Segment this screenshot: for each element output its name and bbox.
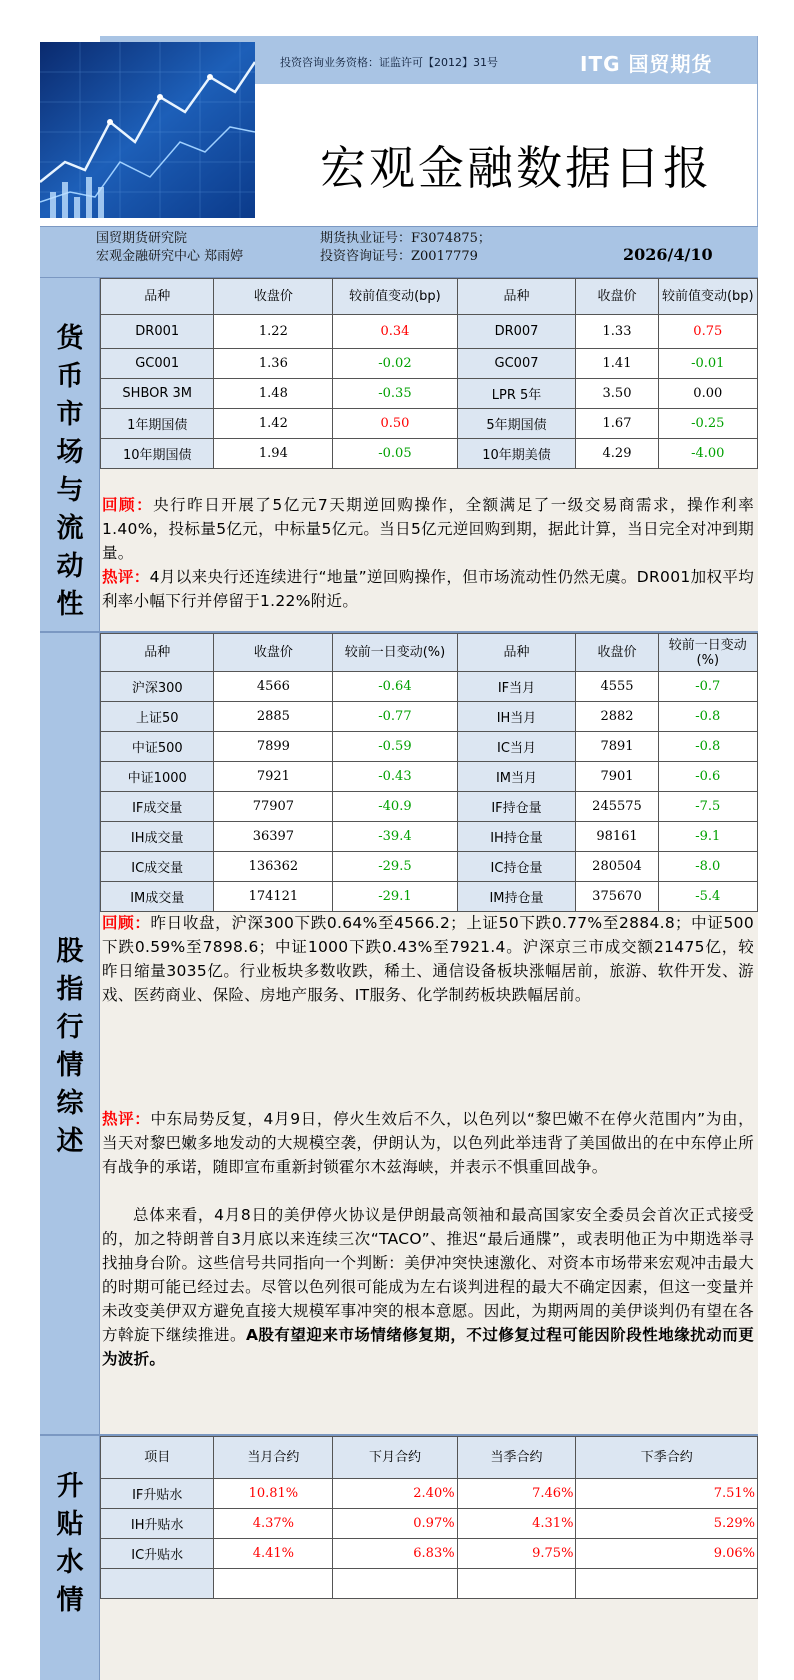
table-header-row (101, 1437, 758, 1479)
stock-index-section (40, 633, 758, 1436)
instrument-name: IH当月 (457, 702, 576, 732)
side-char: 贴 (56, 1509, 84, 1540)
table-row (101, 315, 758, 349)
change-value: -0.25 (658, 409, 757, 439)
basis-value: 4.37% (214, 1509, 333, 1539)
change-value: 0.34 (333, 315, 457, 349)
table-row (101, 1509, 758, 1539)
side-char: 股 (56, 936, 84, 967)
basis-table (100, 1436, 758, 1599)
basis-side-label (40, 1436, 100, 1680)
summary-conclusion: A股有望迎来市场情绪修复期，不过修复过程可能因阶段性地缘扰动而更为波折。 (102, 1326, 754, 1368)
table-row (101, 1479, 758, 1509)
basis-value: 10.81% (214, 1479, 333, 1509)
close-price: 7921 (214, 762, 333, 792)
close-price: 1.41 (576, 349, 658, 379)
column-header: 品种 (101, 634, 214, 672)
brand-logo: ITG 国贸期货 (580, 52, 713, 76)
instrument-name: 上证50 (101, 702, 214, 732)
change-value: -29.1 (333, 882, 457, 912)
close-price: 7899 (214, 732, 333, 762)
side-char: 币 (56, 361, 84, 392)
change-value: -0.64 (333, 672, 457, 702)
summary-text: 总体来看，4月8日的美伊停火协议是伊朗最高领袖和最高国家安全委员会首次正式接受的，加之特朗普自3月底以来连续三次“TACO”、推迟“最后通牒”，或表明他正为中期选举寻找抽身台阶。这些信号共同指向一个判断：美伊冲突快速激化、对资本市场带来宏观冲击最大的时期可能已经过去。尽管以色列很可能成为左右谈判进程的最大不确定因素，但这一变量并未改变美伊双方避免直接大规模军事冲突的根本意愿。因此，为期两周的美伊谈判仍有望在各方斡旋下继续推进。 (102, 1206, 754, 1344)
table-row (101, 732, 758, 762)
side-char: 水 (56, 1547, 84, 1578)
advisory-cert: 投资咨询证号：Z0017779 (320, 249, 478, 264)
basis-value: 7.46% (457, 1479, 576, 1509)
side-char: 货 (56, 323, 84, 354)
close-price: 1.48 (214, 379, 333, 409)
side-char: 综 (56, 1088, 84, 1119)
table-row (101, 1569, 758, 1599)
instrument-name: 10年期美债 (457, 439, 576, 469)
instrument-name: IH成交量 (101, 822, 214, 852)
close-price: 245575 (576, 792, 658, 822)
stock-index-review (102, 911, 754, 1007)
instrument-name: IH持仓量 (457, 822, 576, 852)
money-market-table (100, 278, 758, 469)
change-value: -29.5 (333, 852, 457, 882)
change-value: 0.75 (658, 315, 757, 349)
money-market-comment (102, 565, 754, 613)
basis-value (576, 1569, 758, 1599)
side-char: 情 (56, 1585, 84, 1616)
money-market-review (102, 493, 754, 565)
stock-index-side-label (40, 633, 100, 1434)
instrument-name: IC成交量 (101, 852, 214, 882)
column-header: 项目 (101, 1437, 214, 1479)
column-header: 收盘价 (576, 279, 658, 315)
column-header: 品种 (101, 279, 214, 315)
basis-value: 6.83% (333, 1539, 457, 1569)
close-price: 1.22 (214, 315, 333, 349)
close-price: 98161 (576, 822, 658, 852)
instrument-name: IF当月 (457, 672, 576, 702)
instrument-name: LPR 5年 (457, 379, 576, 409)
change-value: -0.02 (333, 349, 457, 379)
instrument-name: IF持仓量 (457, 792, 576, 822)
table-row (101, 1539, 758, 1569)
close-price: 7891 (576, 732, 658, 762)
close-price: 136362 (214, 852, 333, 882)
close-price: 174121 (214, 882, 333, 912)
side-char: 市 (56, 399, 84, 430)
org-name: 国贸期货研究院 (96, 231, 188, 246)
change-value: -9.1 (658, 822, 757, 852)
basis-value: 0.97% (333, 1509, 457, 1539)
side-char: 升 (56, 1471, 84, 1502)
instrument-name: DR007 (457, 315, 576, 349)
instrument-name: IM当月 (457, 762, 576, 792)
finance-chart-image (40, 42, 255, 218)
close-price: 3.50 (576, 379, 658, 409)
column-header: 较前一日变动(%) (658, 634, 757, 672)
instrument-name: SHBOR 3M (101, 379, 214, 409)
column-header: 较前值变动(bp) (658, 279, 757, 315)
close-price: 2882 (576, 702, 658, 732)
stock-index-table (100, 633, 758, 912)
item-name: IC升贴水 (101, 1539, 214, 1569)
column-header: 收盘价 (214, 634, 333, 672)
column-header: 下月合约 (333, 1437, 457, 1479)
column-header: 收盘价 (576, 634, 658, 672)
column-header: 收盘价 (214, 279, 333, 315)
table-row (101, 702, 758, 732)
column-header: 品种 (457, 279, 576, 315)
stock-index-summary (102, 1203, 754, 1371)
close-price: 7901 (576, 762, 658, 792)
column-header: 品种 (457, 634, 576, 672)
change-value: -5.4 (658, 882, 757, 912)
close-price: 1.42 (214, 409, 333, 439)
side-char: 流 (56, 513, 84, 544)
table-row (101, 852, 758, 882)
change-value: -7.5 (658, 792, 757, 822)
report-sheet (40, 36, 758, 1680)
instrument-name: 1年期国债 (101, 409, 214, 439)
basis-value: 4.31% (457, 1509, 576, 1539)
change-value: -0.6 (658, 762, 757, 792)
table-row (101, 349, 758, 379)
change-value: -0.7 (658, 672, 757, 702)
close-price: 1.67 (576, 409, 658, 439)
side-char: 场 (56, 437, 84, 468)
instrument-name: 5年期国债 (457, 409, 576, 439)
change-value: 0.50 (333, 409, 457, 439)
column-header: 较前值变动(bp) (333, 279, 457, 315)
close-price: 4555 (576, 672, 658, 702)
basis-section (40, 1436, 758, 1680)
basis-value (457, 1569, 576, 1599)
change-value: -0.35 (333, 379, 457, 409)
change-value: -40.9 (333, 792, 457, 822)
close-price: 1.36 (214, 349, 333, 379)
instrument-name: IM成交量 (101, 882, 214, 912)
author-info-bar (40, 226, 758, 278)
instrument-name: DR001 (101, 315, 214, 349)
author-name: 宏观金融研究中心 郑雨婷 (96, 249, 244, 264)
money-market-side-label (40, 278, 100, 631)
side-char: 行 (56, 1012, 84, 1043)
item-name: IH升贴水 (101, 1509, 214, 1539)
change-value: -0.77 (333, 702, 457, 732)
change-value: -0.01 (658, 349, 757, 379)
report-date: 2026/4/10 (623, 245, 713, 264)
side-char: 动 (56, 551, 84, 582)
review-label: 回顾： (102, 496, 154, 514)
close-price: 1.33 (576, 315, 658, 349)
table-row (101, 762, 758, 792)
instrument-name: GC001 (101, 349, 214, 379)
basis-value: 2.40% (333, 1479, 457, 1509)
table-row (101, 409, 758, 439)
change-value: -39.4 (333, 822, 457, 852)
change-value: -0.43 (333, 762, 457, 792)
instrument-name: 中证500 (101, 732, 214, 762)
close-price: 4.29 (576, 439, 658, 469)
review-label: 回顾： (102, 914, 151, 932)
comment-label: 热评： (102, 568, 150, 586)
side-char: 述 (56, 1126, 84, 1157)
money-market-section (40, 278, 758, 633)
comment-text: 4月以来央行还连续进行“地量”逆回购操作，但市场流动性仍然无虞。DR001加权平均利率小幅下行并停留于1.22%附近。 (102, 568, 755, 610)
side-char: 性 (56, 589, 84, 620)
instrument-name: GC007 (457, 349, 576, 379)
basis-value: 5.29% (576, 1509, 758, 1539)
change-value: -0.05 (333, 439, 457, 469)
basis-value: 4.41% (214, 1539, 333, 1569)
instrument-name: 沪深300 (101, 672, 214, 702)
instrument-name: IM持仓量 (457, 882, 576, 912)
column-header: 当月合约 (214, 1437, 333, 1479)
change-value: -8.0 (658, 852, 757, 882)
basis-value: 9.06% (576, 1539, 758, 1569)
table-row (101, 672, 758, 702)
column-header: 较前一日变动(%) (333, 634, 457, 672)
table-row (101, 792, 758, 822)
table-row (101, 439, 758, 469)
table-row (101, 822, 758, 852)
close-price: 1.94 (214, 439, 333, 469)
table-row (101, 882, 758, 912)
report-header (40, 36, 758, 226)
instrument-name: 中证1000 (101, 762, 214, 792)
basis-value (214, 1569, 333, 1599)
stock-index-comment (102, 1107, 754, 1179)
change-value: -4.00 (658, 439, 757, 469)
instrument-name: IC当月 (457, 732, 576, 762)
instrument-name: 10年期国债 (101, 439, 214, 469)
close-price: 280504 (576, 852, 658, 882)
review-text: 央行昨日开展了5亿元7天期逆回购操作，全额满足了一级交易商需求，操作利率1.40%，投标量5亿元，中标量5亿元。当日5亿元逆回购到期，据此计算，当日完全对冲到期量。 (102, 496, 754, 562)
item-name: IF升贴水 (101, 1479, 214, 1509)
column-header: 下季合约 (576, 1437, 758, 1479)
close-price: 4566 (214, 672, 333, 702)
basis-value: 9.75% (457, 1539, 576, 1569)
item-name (101, 1569, 214, 1599)
side-char: 指 (56, 974, 84, 1005)
license-text: 投资咨询业务资格：证监许可【2012】31号 (280, 56, 498, 69)
change-value: -0.8 (658, 732, 757, 762)
futures-cert: 期货执业证号：F3074875； (320, 231, 491, 246)
close-price: 77907 (214, 792, 333, 822)
instrument-name: IC持仓量 (457, 852, 576, 882)
table-header-row (101, 634, 758, 672)
basis-value: 7.51% (576, 1479, 758, 1509)
change-value: -0.59 (333, 732, 457, 762)
table-row (101, 379, 758, 409)
header-border (757, 36, 758, 226)
report-title: 宏观金融数据日报 (320, 141, 712, 195)
close-price: 375670 (576, 882, 658, 912)
comment-label: 热评： (102, 1110, 151, 1128)
review-text: 昨日收盘，沪深300下跌0.64%至4566.2；上证50下跌0.77%至2884.8；中证500下跌0.59%至7898.6；中证1000下跌0.43%至7921.4。沪深京三市成交额21475亿，较昨日缩量3035亿。行业板块多数收跌，稀土、通信设备板块涨幅居前，旅游、软件开发、游戏、医药商业、保险、房地产服务、IT服务、化学制药板块跌幅居前。 (102, 914, 755, 1004)
comment-text: 中东局势反复，4月9日，停火生效后不久，以色列以“黎巴嫩不在停火范围内”为由，当天对黎巴嫩多地发动的大规模空袭，伊朗认为，以色列此举违背了美国做出的在中东停止所有战争的承诺，随即宣布重新封锁霍尔木兹海峡，并表示不惧重回战争。 (102, 1110, 754, 1176)
change-value: -0.8 (658, 702, 757, 732)
instrument-name: IF成交量 (101, 792, 214, 822)
side-char: 与 (56, 475, 84, 506)
basis-value (333, 1569, 457, 1599)
column-header: 当季合约 (457, 1437, 576, 1479)
close-price: 2885 (214, 702, 333, 732)
change-value: 0.00 (658, 379, 757, 409)
close-price: 36397 (214, 822, 333, 852)
side-char: 情 (56, 1050, 84, 1081)
table-header-row (101, 279, 758, 315)
